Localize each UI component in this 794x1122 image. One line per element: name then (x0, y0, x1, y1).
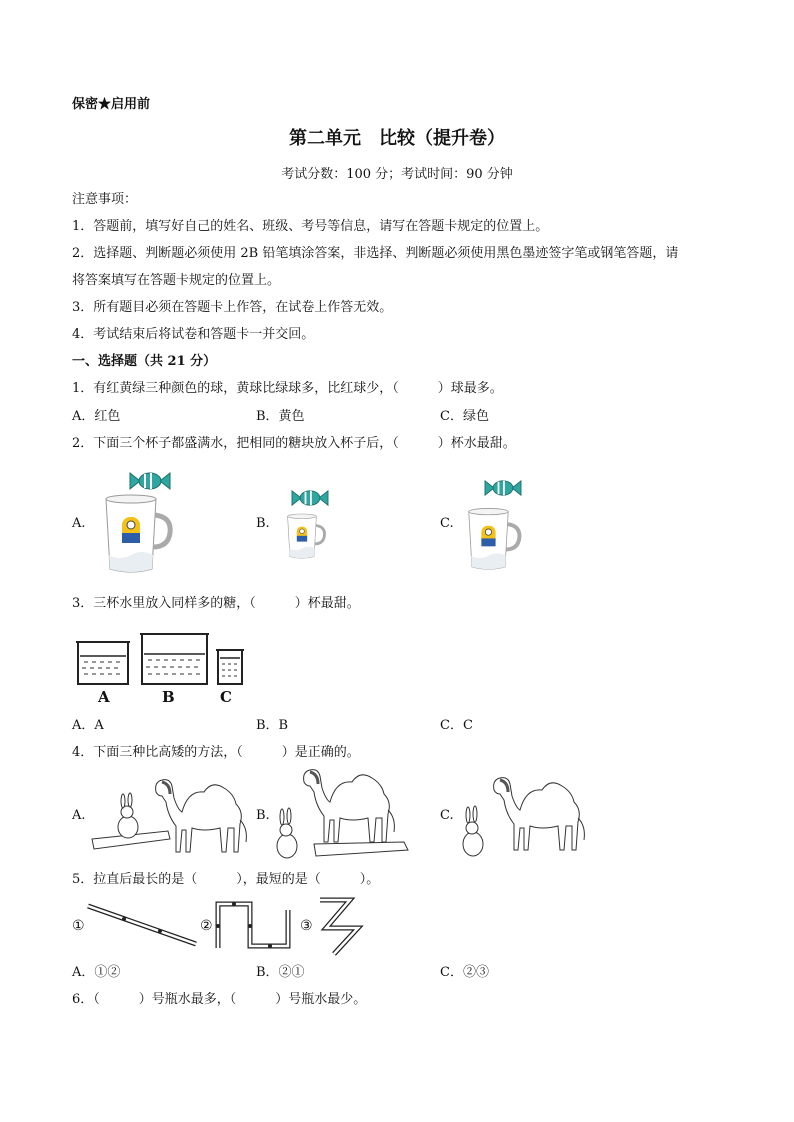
notes-heading: 注意事项： (72, 192, 138, 207)
q3-option-c[interactable]: C．C (440, 718, 473, 733)
camel-on-platform-icon (296, 762, 416, 860)
q5-option-c[interactable]: C．②③ (440, 965, 489, 980)
q5-option-b[interactable]: B．②① (256, 965, 305, 980)
q3-option-b[interactable]: B．B (256, 718, 289, 733)
stick-label-1: ① (72, 918, 85, 934)
note-item-3: 3．所有题目必须在答题卡上作答，在试卷上作答无效。 (72, 300, 393, 315)
cup-large-icon (100, 495, 176, 575)
q4-option-c[interactable]: C. (440, 808, 454, 823)
camel-icon (486, 770, 596, 856)
stick-label-3: ③ (300, 918, 313, 934)
rabbit-icon (458, 806, 488, 858)
note-item-2: 2．选择题、判断题必须使用 2B 铅笔填涂答案，非选择、判断题必须使用黑色墨迹签字笔或钢笔答题，请 (72, 246, 679, 261)
question-4: 4．下面三种比高矮的方法，（ ）是正确的。 (72, 745, 360, 760)
camel-icon (148, 772, 258, 858)
section-heading: 一、选择题（共 21 分） (72, 354, 217, 369)
exam-info: 考试分数：100 分；考试时间：90 分钟 (281, 167, 513, 182)
page-title: 第二单元 比较（提升卷） (289, 128, 505, 149)
q2-option-a[interactable]: A. (72, 516, 86, 531)
note-item-1: 1．答题前，填写好自己的姓名、班级、考号等信息，请写在答题卡规定的位置上。 (72, 219, 549, 234)
q2-option-b[interactable]: B. (256, 516, 270, 531)
stick-straight-figure (86, 900, 202, 950)
q5-option-a[interactable]: A．①② (72, 965, 121, 980)
beaker-label-b: B (162, 688, 175, 706)
note-item-4: 4．考试结束后将试卷和答题卡一并交回。 (72, 327, 315, 342)
candy-icon (292, 488, 328, 508)
cup-small-icon (282, 514, 330, 560)
note-item-2-cont: 将答案填写在答题卡规定的位置上。 (72, 273, 281, 288)
stick-label-2: ② (200, 918, 213, 934)
q4-option-b[interactable]: B. (256, 808, 270, 823)
question-6: 6．（ ）号瓶水最多，（ ）号瓶水最少。 (72, 992, 367, 1007)
question-5: 5．拉直后最长的是（ ），最短的是（ ）。 (72, 872, 380, 887)
q3-option-a[interactable]: A．A (72, 718, 104, 733)
q1-option-a[interactable]: A．红色 (72, 409, 121, 424)
q1-option-c[interactable]: C．绿色 (440, 409, 489, 424)
question-3: 3．三杯水里放入同样多的糖，（ ）杯最甜。 (72, 596, 360, 611)
q4-option-a[interactable]: A. (72, 808, 86, 823)
question-2: 2．下面三个杯子都盛满水，把相同的糖块放入杯子后，（ ）杯水最甜。 (72, 436, 516, 451)
q2-option-c[interactable]: C. (440, 516, 454, 531)
candy-icon (130, 470, 170, 492)
question-1: 1．有红黄绿三种颜色的球，黄球比绿球多，比红球少，（ ）球最多。 (72, 381, 503, 396)
candy-icon (485, 478, 521, 498)
q1-option-b[interactable]: B．黄色 (256, 409, 305, 424)
beaker-label-a: A (98, 688, 110, 706)
beaker-label-c: C (220, 688, 232, 706)
stick-z-figure (316, 896, 366, 958)
cup-medium-icon (464, 508, 524, 572)
confidential-label: 保密★启用前 (72, 97, 151, 112)
stick-zigzag-figure (214, 900, 294, 952)
